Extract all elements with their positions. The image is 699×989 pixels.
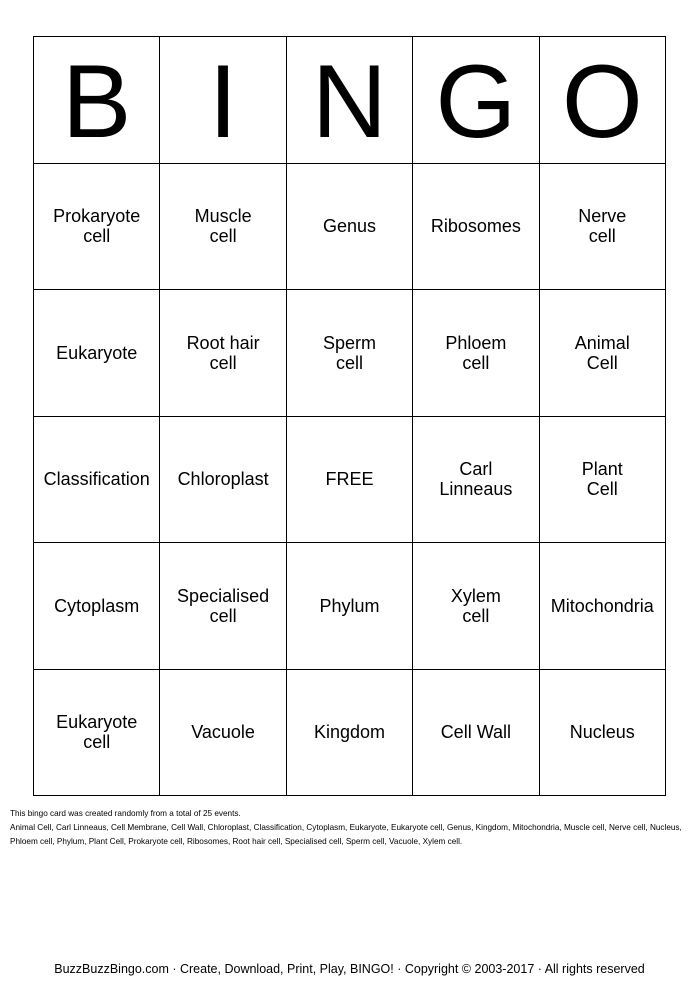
cell-text: FREE [325, 469, 374, 490]
header-letter-g: G [413, 37, 539, 164]
cell-text: Carl Linneaus [439, 459, 513, 500]
cell-text: Genus [322, 216, 376, 237]
bingo-cell [413, 669, 539, 796]
bingo-card [33, 36, 666, 796]
bingo-cell [413, 543, 539, 670]
cell-text: Xylem cell [450, 585, 501, 626]
bingo-cell [160, 543, 286, 670]
bingo-cell [286, 290, 412, 417]
cell-text: Classification [43, 469, 150, 490]
bingo-cell [539, 163, 665, 290]
cell-text: Specialised cell [177, 585, 270, 626]
cell-text: Nerve cell [578, 206, 627, 247]
card-description [10, 807, 690, 849]
cell-text: Eukaryote cell [56, 712, 138, 753]
header-letter-n: N [286, 37, 412, 164]
header-letter-i: I [160, 37, 286, 164]
bingo-cell [34, 163, 160, 290]
card-event-list: Animal Cell, Carl Linneaus, Cell Membrane, Cell Wall, Chloroplast, Classification, Cytoplasm, Eukaryote, Eukaryote cell, Genus, Kingdom, Mitochondria, Muscle cell, Nerve cell, Nucleus, Phloem cell, Phylum, Plant Cell, Prokaryote cell, Ribosomes, Root hair cell, Specialised cell, Sperm cell, Vacuole, Xylem cell. [10, 823, 682, 846]
bingo-cell [539, 290, 665, 417]
bingo-cell [413, 290, 539, 417]
card-row [34, 163, 666, 290]
bingo-cell [286, 543, 412, 670]
cell-text: Phylum [319, 595, 380, 616]
card-description-intro: This bingo card was created randomly from a total of 25 events. [10, 809, 241, 818]
bingo-cell [160, 416, 286, 543]
bingo-cell [34, 416, 160, 543]
header-row [34, 37, 666, 164]
cell-text: Root hair cell [186, 332, 260, 373]
bingo-cell [34, 543, 160, 670]
cell-text: Animal Cell [574, 332, 630, 373]
bingo-cell [160, 290, 286, 417]
cell-text: Sperm cell [322, 332, 376, 373]
free-space-cell [286, 416, 412, 543]
bingo-cell [34, 669, 160, 796]
bingo-cell [539, 669, 665, 796]
bingo-cell [286, 669, 412, 796]
header-letter-b: B [34, 37, 160, 164]
bingo-cell [286, 163, 412, 290]
cell-text: Prokaryote cell [53, 206, 141, 247]
header-letter-o: O [539, 37, 665, 164]
bingo-cell [413, 416, 539, 543]
bingo-cell [34, 290, 160, 417]
card-row [34, 290, 666, 417]
cell-text: Ribosomes [430, 216, 521, 237]
cell-text: Muscle cell [194, 206, 252, 247]
cell-text: Plant Cell [581, 459, 623, 500]
bingo-cell [160, 163, 286, 290]
cell-text: Nucleus [569, 722, 635, 743]
cell-text: Mitochondria [550, 595, 654, 616]
cell-text: Vacuole [191, 722, 255, 743]
card-row [34, 543, 666, 670]
cell-text: Kingdom [313, 722, 385, 743]
card-row [34, 416, 666, 543]
bingo-cell [539, 416, 665, 543]
bingo-cell [413, 163, 539, 290]
cell-text: Cytoplasm [54, 595, 140, 616]
cell-text: Eukaryote [56, 342, 138, 363]
cell-text: Phloem cell [445, 332, 507, 373]
cell-text: Chloroplast [177, 469, 269, 490]
page-footer: BuzzBuzzBingo.com · Create, Download, Print, Play, BINGO! · Copyright © 2003-2017 · All rights reserved [54, 962, 645, 976]
card-row [34, 669, 666, 796]
bingo-cell [539, 543, 665, 670]
bingo-cell [160, 669, 286, 796]
cell-text: Cell Wall [440, 722, 512, 743]
